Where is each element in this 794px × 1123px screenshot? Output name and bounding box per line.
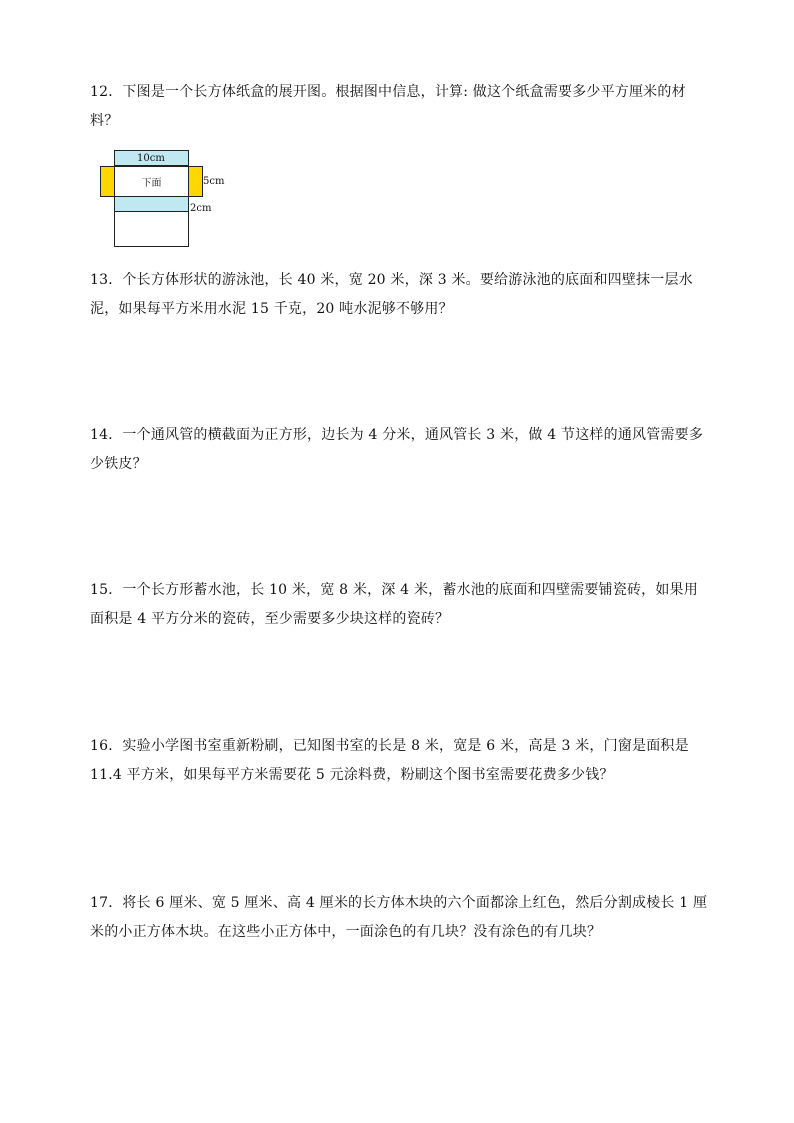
net-top-lid-face (114, 211, 189, 247)
label-bottom-face: 下面 (141, 178, 162, 189)
question-14: 14．一个通风管的横截面为正方形，边长为 4 分米，通风管长 3 米，做 4 节这样的通风管需要多少铁皮？ (90, 427, 704, 472)
label-2cm: 2cm (190, 203, 212, 214)
net-top-face (114, 150, 189, 166)
net-right-face (188, 166, 203, 197)
question-16: 16．实验小学图书室重新粉刷，已知图书室的长是 8 米，宽是 6 米，高是 3 米，门窗是面积是 11.4 平方米，如果每平方米需要花 5 元涂料费，粉刷这个图书室需要花费多少钱？ (90, 738, 689, 783)
question-15: 15．一个长方形蓄水池，长 10 米，宽 8 米，深 4 米，蓄水池的底面和四壁需要铺瓷砖，如果用面积是 4 平方分米的瓷砖，至少需要多少块这样的瓷砖？ (90, 582, 698, 627)
box-net-diagram (98, 148, 238, 248)
net-front-face (114, 196, 189, 212)
net-bottom-face (114, 166, 189, 197)
net-left-face (100, 166, 115, 197)
question-13: 13．个长方体形状的游泳池，长 40 米，宽 20 米，深 3 米。要给游泳池的底面和四壁抹一层水泥，如果每平方米用水泥 15 千克，20 吨水泥够不够用？ (90, 272, 693, 317)
question-17: 17．将长 6 厘米、宽 5 厘米、高 4 厘米的长方体木块的六个面都涂上红色，然后分割成棱长 1 厘米的小正方体木块。在这些小正方体中，一面涂色的有几块？没有涂色的有几块？ (90, 895, 708, 940)
label-10cm: 10cm (137, 153, 165, 164)
question-12: 12．下图是一个长方体纸盒的展开图。根据图中信息，计算: 做这个纸盒需要多少平方厘米的材料？ (90, 84, 686, 129)
label-5cm: 5cm (203, 176, 225, 187)
